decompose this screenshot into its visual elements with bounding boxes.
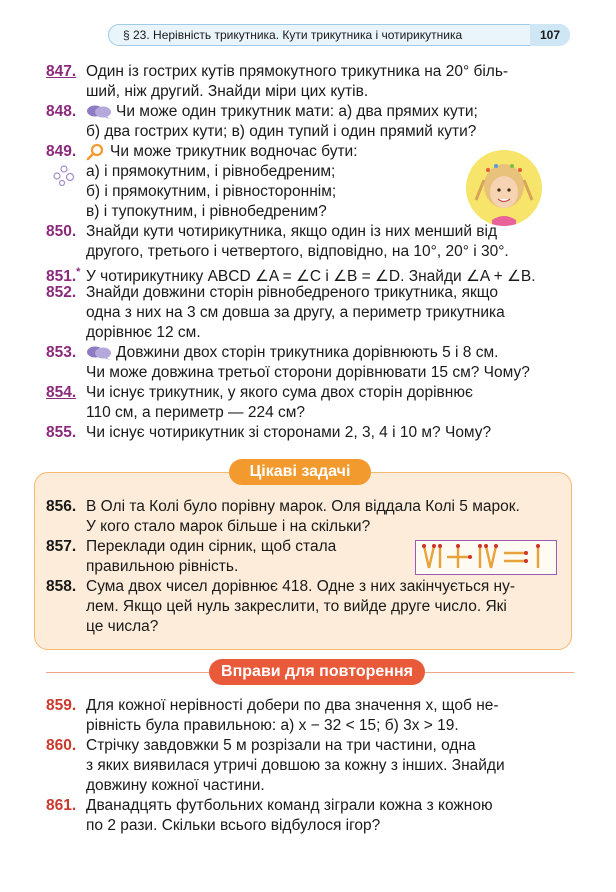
problem-857: 857. Переклади один сірник, щоб стала правильною рівність. [46, 538, 337, 575]
problem-number: 847. [46, 63, 77, 80]
page-number: 107 [530, 24, 570, 46]
bubbles-icon [52, 165, 76, 187]
problem-851: 851.* У чотирикутнику ABCD ∠A = ∠C і ∠B = ∠D. Знайди ∠A + ∠B. [46, 262, 562, 287]
header-title: § 23. Нерівність трикутника. Кути трикутника і чотирикутника [123, 28, 463, 42]
problem-number: 859. [46, 697, 77, 714]
chat-icon [86, 105, 112, 119]
problem-number: 854. [46, 384, 77, 401]
problem-848: 848. Чи може один трикутник мати: а) два прямих кути; б) два гострих кути; в) один тупий і один прямий кути? [46, 103, 478, 140]
problem-number: 860. [46, 737, 77, 754]
problem-859: 859. Для кожної нерівності добери по два значення x, щоб не- рівність була правильною: а) x − 32 < 15; б) 3x > 19. [46, 697, 499, 734]
problem-number: 852. [46, 284, 77, 301]
girl-illustration [466, 150, 542, 226]
problem-858: 858. Сума двох чисел дорівнює 418. Одне з них закінчується ну- лем. Якщо цей нуль закреслити, то вийде друге число. Які це числа? [46, 578, 516, 635]
problem-860: 860. Стрічку завдовжки 5 м розрізали на три частини, одна з яких виявилася утричі довшою за кожну з інших. Знайди довжину кожної частини. [46, 737, 505, 794]
running-header [108, 24, 570, 46]
chat-icon [86, 346, 112, 360]
problem-847: 847. Один із гострих кутів прямокутного трикутника на 20° біль- ший, ніж другий. Знайди міри цих кутів. [46, 63, 509, 100]
problem-number: 849. [46, 143, 77, 160]
matchsticks-puzzle [415, 540, 557, 575]
problem-854: 854. Чи існує трикутник, у якого сума двох сторін дорівнює 110 см, а периметр — 224 см? [46, 384, 473, 421]
problem-number: 857. [46, 538, 77, 555]
problem-number: 848. [46, 103, 77, 120]
problem-853: 853. Довжини двох сторін трикутника дорівнюють 5 і 8 см. Чи може довжина третьої сторони дорівнювати 15 см? Чому? [46, 344, 530, 381]
problem-number: 853. [46, 344, 77, 361]
problem-number: 855. [46, 424, 77, 441]
problem-number: 851.* [46, 266, 81, 286]
problem-855: 855. Чи існує чотирикутник зі сторонами 2, 3, 4 і 10 м? Чому? [46, 424, 492, 441]
problem-856: 856. В Олі та Колі було порівну марок. Оля віддала Колі 5 марок. У кого стало марок більше і на скільки? [46, 498, 520, 535]
repetition-title: Вправи для повторення [209, 659, 425, 685]
problem-849: 849. Чи може трикутник водночас бути: а) і прямокутним, і рівнобедреним; б) і прямокутним, і рівностороннім; в) і тупокутним, і рівнобедреним? [46, 143, 358, 220]
magnifier-icon [86, 143, 104, 161]
problem-850: 850. Знайди кути чотирикутника, якщо один із них менший від другого, третього і четвертого, відповідно, на 10°, 20° і 30°. [46, 223, 509, 260]
problem-861: 861. Дванадцять футбольних команд зіграли кожна з кожною по 2 рази. Скільки всього відбулося ігор? [46, 797, 493, 834]
problem-852: 852. Знайди довжини сторін рівнобедреного трикутника, якщо одна з них на 3 см довша за другу, а периметр трикутника дорівнює 12 см. [46, 284, 505, 341]
interesting-problems-title: Цікаві задачі [229, 459, 371, 485]
problem-number: 861. [46, 797, 77, 814]
problem-number: 850. [46, 223, 77, 240]
star-mark: * [76, 266, 81, 278]
problem-number: 858. [46, 578, 77, 595]
problem-number: 856. [46, 498, 77, 515]
